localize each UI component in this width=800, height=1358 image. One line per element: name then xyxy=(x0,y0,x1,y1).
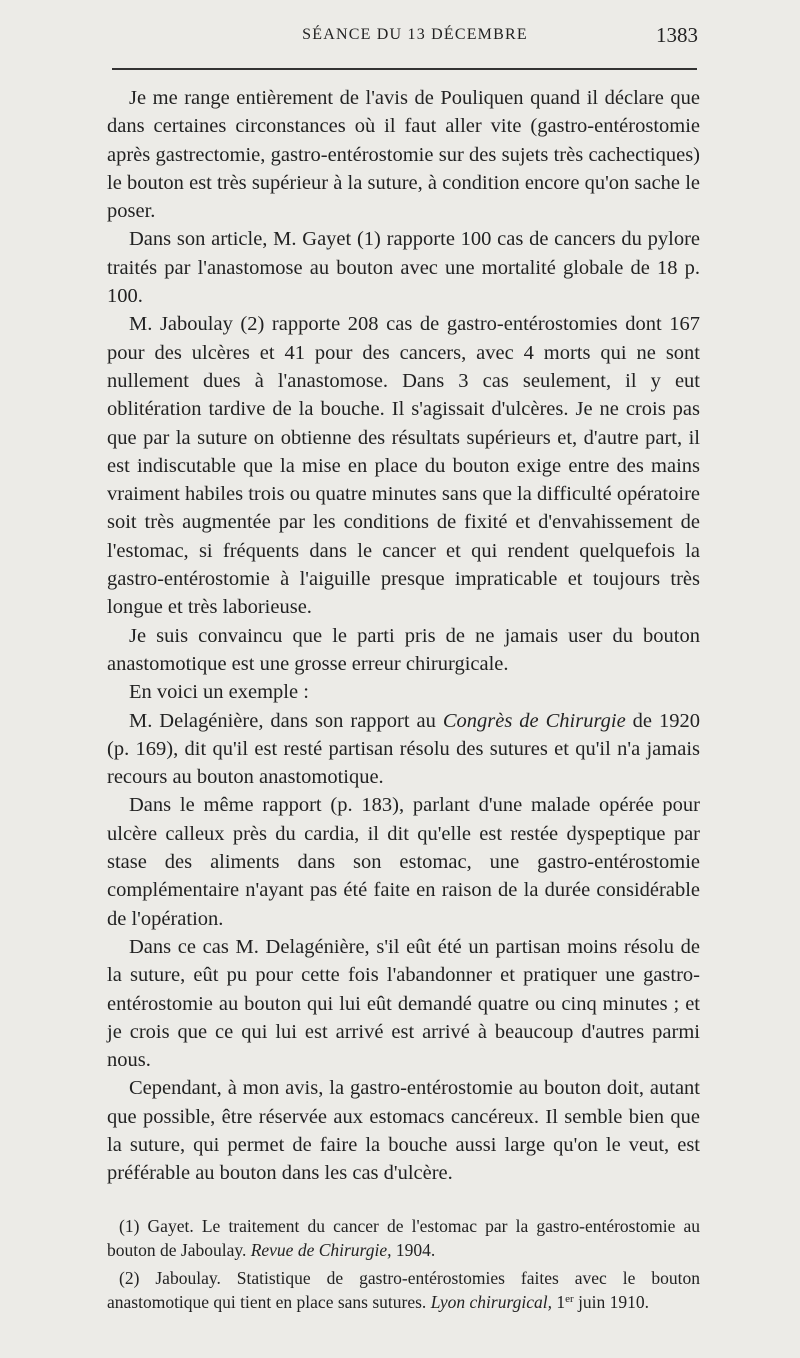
text-run: 1904. xyxy=(391,1240,436,1260)
footnote-2 xyxy=(107,1266,700,1314)
paragraph: Je me range entièrement de l'avis de Pouliquen quand il déclare que dans certaines circonstances où il faut aller vite (gastro-entérostomie après gastrectomie, gastro-entérostomie sur des sujets très cachectiques) le bouton est très supérieur à la suture, à condition encore qu'on sache le poser. xyxy=(107,87,700,223)
text-run: juin 1910. xyxy=(573,1292,650,1312)
journal-title: Revue de Chirurgie, xyxy=(250,1240,392,1260)
journal-title: Lyon chirurgical, xyxy=(430,1292,553,1312)
header-rule xyxy=(112,68,697,70)
footnotes xyxy=(107,1214,700,1318)
journal-title: Congrès de Chirurgie xyxy=(442,709,626,732)
paragraph: En voici un exemple : xyxy=(129,681,309,704)
paragraph: Cependant, à mon avis, la gastro-entérostomie au bouton doit, autant que possible, être réservée aux estomacs cancéreux. Il semble bien que la suture, qui permet de faire la bouche aussi large qu'on le veut, est préférable au bouton dans les cas d'ulcère. xyxy=(107,1077,700,1185)
header-title: SÉANCE DU 13 DÉCEMBRE xyxy=(302,26,528,43)
superscript: er xyxy=(565,1293,574,1305)
paragraph: Je suis convaincu que le parti pris de ne jamais user du bouton anastomotique est une grosse erreur chirurgicale. xyxy=(107,624,700,675)
page-number: 1383 xyxy=(656,23,698,47)
paragraph: Dans son article, M. Gayet (1) rapporte 100 cas de cancers du pylore traités par l'anastomose au bouton avec une mortalité globale de 18 p. 100. xyxy=(107,228,700,308)
text-run: (1) Gayet. Le traitement du cancer de l'estomac par la gastro-entérostomie au bouton de Jaboulay. xyxy=(107,1216,700,1260)
text-run: de 1920 (p. 169), dit qu'il est resté partisan résolu des sutures et qu'il n'a jamais recours au bouton anastomotique. xyxy=(107,709,700,789)
running-header xyxy=(108,22,698,52)
body-text xyxy=(107,84,700,1188)
paragraph: Dans ce cas M. Delagénière, s'il eût été un partisan moins résolu de la suture, eût pu pour cette fois l'abandonner et pratiquer une gastro-entérostomie au bouton qui lui eût demandé quatre ou cinq minutes ; et je crois que ce qui lui est arrivé est arrivé à beaucoup d'autres parmi nous. xyxy=(107,935,700,1072)
text-run: (2) Jaboulay. Statistique de gastro-entérostomies faites avec le bouton anastomotique qui tient en place sans sutures. xyxy=(107,1268,700,1312)
paragraph: Dans le même rapport (p. 183), parlant d'une malade opérée pour ulcère calleux près du cardia, il dit qu'elle est restée dyspeptique par stase des aliments dans son estomac, une gastro-entérostomie complémentaire n'ayant pas été faite en raison de la durée considérable de l'opération. xyxy=(107,794,700,930)
footnote-1 xyxy=(107,1214,700,1262)
paragraph xyxy=(107,707,700,792)
text-run: 1 xyxy=(552,1292,566,1312)
text-run: M. Delagénière, dans son rapport au xyxy=(129,709,443,732)
paragraph: M. Jaboulay (2) rapporte 208 cas de gastro-entérostomies dont 167 pour des ulcères et 41 pour des cancers, avec 4 morts qui ne sont nullement dues à l'anastomose. Dans 3 cas seulement, il y eut oblitération tardive de la bouche. Il s'agissait d'ulcères. Je ne crois pas que par la suture on obtienne des résultats supérieurs et, d'autre part, il est indiscutable que la mise en place du bouton exige entre des mains vraiment habiles trois ou quatre minutes sans que la difficulté opératoire soit très augmentée par les conditions de fixité et d'envahissement de l'estomac, si fréquents dans le cancer et qui rendent quelquefois la gastro-entérostomie à l'aiguille presque impraticable et toujours très longue et très laborieuse. xyxy=(107,313,700,619)
